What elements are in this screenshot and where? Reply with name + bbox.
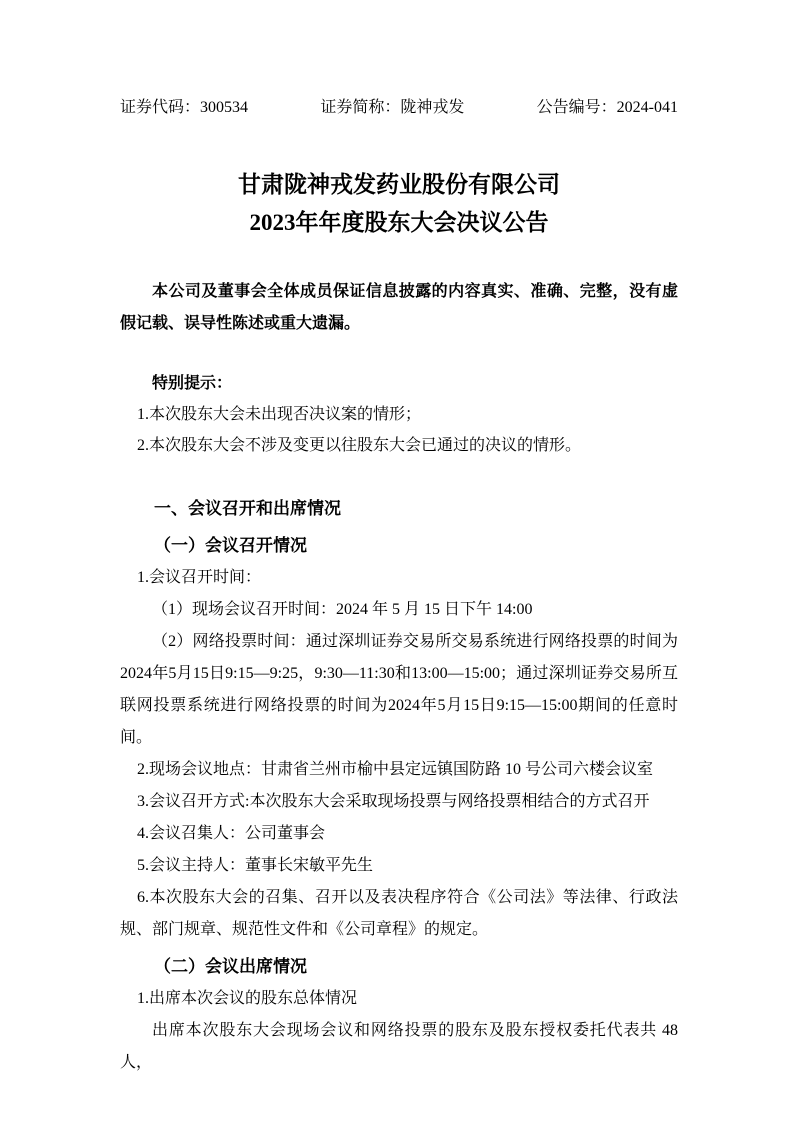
disclosure-statement: 本公司及董事会全体成员保证信息披露的内容真实、准确、完整，没有虚假记载、误导性陈述或重大遗漏。: [120, 283, 678, 332]
special-notice-item-1: 1.本次股东大会未出现否决议案的情形；: [137, 406, 422, 423]
announcement-number: 公告编号：2024-041: [536, 99, 678, 116]
para-procedure: 6.本次股东大会的召集、召开以及表决程序符合《公司法》等法律、行政法规、部门规章、规范性文件和《公司章程》的规定。: [120, 889, 678, 938]
stock-short-name: 证券简称：陇神戎发: [320, 99, 465, 116]
special-notice-heading: 特别提示：: [152, 375, 233, 392]
para-host: 5.会议主持人：董事长宋敏平先生: [137, 857, 374, 874]
para-onsite-time: （1）现场会议召开时间：2024 年 5 月 15 日下午 14:00: [152, 601, 533, 618]
section-1-1-heading: （一）会议召开情况: [154, 536, 307, 555]
section-1-2-heading: （二）会议出席情况: [154, 957, 307, 976]
para-convener: 4.会议召集人：公司董事会: [137, 825, 326, 842]
special-notice-item-2: 2.本次股东大会不涉及变更以往股东大会已通过的决议的情形。: [137, 437, 582, 454]
doc-title-subject: 2023年年度股东大会决议公告: [249, 210, 549, 235]
para-location: 2.现场会议地点：甘肃省兰州市榆中县定远镇国防路 10 号公司六楼会议室: [137, 761, 654, 778]
doc-title: [120, 166, 678, 242]
stock-code: 证券代码：300534: [120, 99, 249, 116]
para-method: 3.会议召开方式:本次股东大会采取现场投票与网络投票相结合的方式召开: [137, 793, 650, 810]
para-attendance-title: 1.出席本次会议的股东总体情况: [137, 990, 358, 1007]
para-meeting-time: 1.会议召开时间：: [137, 569, 262, 586]
doc-header: [120, 98, 678, 118]
para-attendance-detail: 出席本次股东大会现场会议和网络投票的股东及股东授权委托代表共 48 人，: [120, 1022, 678, 1071]
para-network-time: （2）网络投票时间：通过深圳证券交易所交易系统进行网络投票的时间为2024年5月15日9:15—9:25，9:30—11:30和13:00—15:00；通过深圳证券交易所互联网投票系统进行网络投票的时间为2024年5月15日9:15—15:00期间的任意时间。: [120, 633, 678, 746]
doc-title-company: 甘肃陇神戎发药业股份有限公司: [238, 172, 560, 197]
section-1-heading: 一、会议召开和出席情况: [154, 499, 341, 518]
